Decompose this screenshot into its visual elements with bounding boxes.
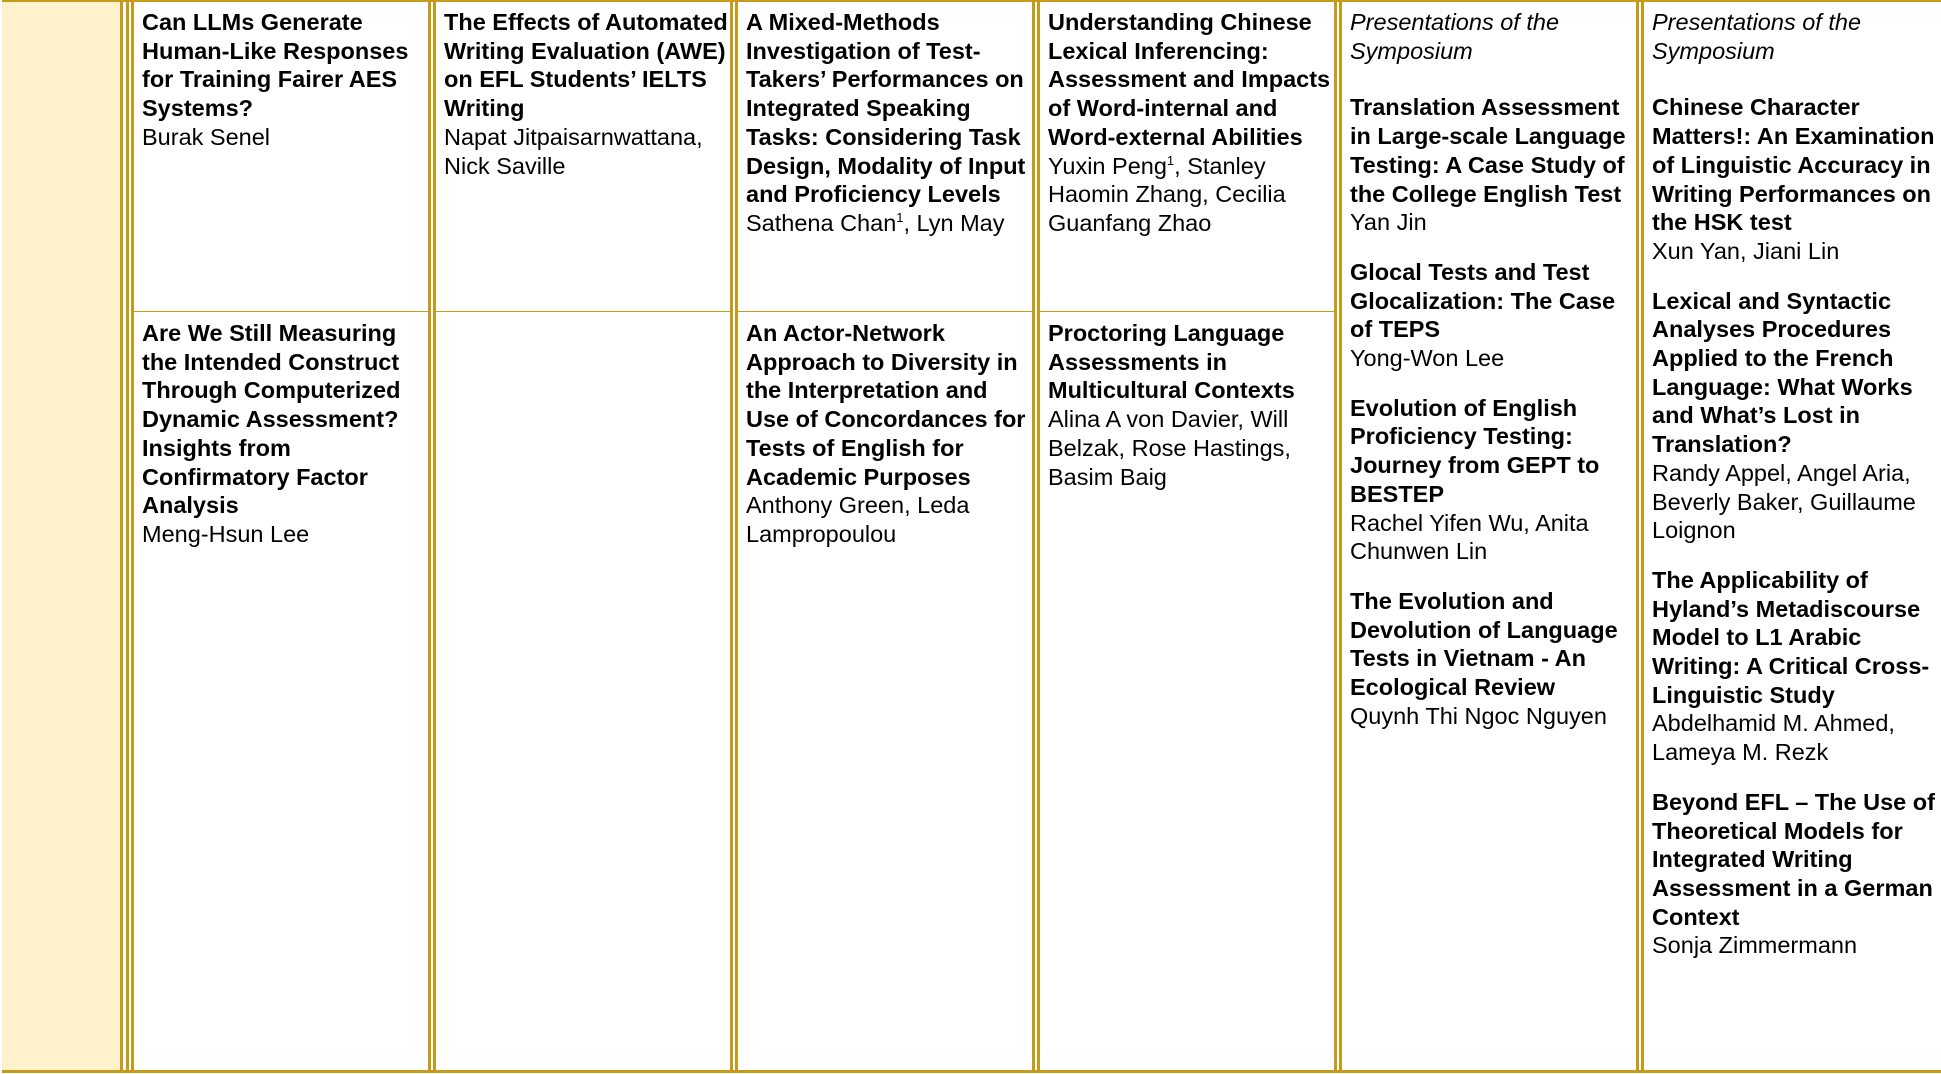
paper-authors: Sonja Zimmermann xyxy=(1652,932,1858,959)
paper-authors: Quynh Thi Ngoc Nguyen xyxy=(1350,702,1607,729)
author-name: Sathena Chan xyxy=(746,209,897,236)
session-column-3 xyxy=(730,2,1032,1070)
symposium-label: Presentations of the Symposium xyxy=(1350,9,1560,64)
paper-authors: Yan Jin xyxy=(1350,209,1427,236)
empty-session-cell xyxy=(436,313,730,1070)
paper-authors xyxy=(746,209,1032,238)
time-column xyxy=(2,2,123,1070)
symposium-cell xyxy=(1644,2,1941,1070)
paper-title: Chinese Character Matters!: An Examination of Linguistic Accuracy in Writing Performances on the HSK test xyxy=(1652,94,1935,236)
symposium-label: Presentations of the Symposium xyxy=(1652,9,1862,64)
paper-authors: Abdelhamid M. Ahmed, Lameya M. Rezk xyxy=(1652,710,1895,766)
author-footnote-mark: 1 xyxy=(1166,152,1175,168)
paper-authors: Randy Appel, Angel Aria, Beverly Baker, Guillaume Loignon xyxy=(1652,459,1916,544)
paper-title: Are We Still Measuring the Intended Construct Through Computerized Dynamic Assessment? Insights from Confirmatory Factor Analysis xyxy=(142,320,401,519)
symposium-column-2 xyxy=(1636,2,1941,1070)
paper-title: Lexical and Syntactic Analyses Procedures Applied to the French Language: What Works and What’s Lost in Translation? xyxy=(1652,287,1913,458)
session-cell xyxy=(134,313,428,1070)
paper-authors: Rachel Yifen Wu, Anita Chunwen Lin xyxy=(1350,509,1589,565)
paper-title: Understanding Chinese Lexical Inferencing: Assessment and Impacts of Word-internal and Word-external Abilities xyxy=(1048,9,1331,150)
symposium-cell xyxy=(1342,2,1636,1070)
paper-title: Translation Assessment in Large-scale Language Testing: A Case Study of the College English Test xyxy=(1350,94,1626,207)
paper-authors: Anthony Green, Leda Lampropoulou xyxy=(746,492,970,547)
session-column-2 xyxy=(428,2,730,1070)
paper-authors: Xun Yan, Jiani Lin xyxy=(1652,237,1840,264)
author-footnote-mark: 1 xyxy=(896,209,904,225)
paper-title: Can LLMs Generate Human-Like Responses for Training Fairer AES Systems? xyxy=(142,9,409,122)
paper-title: The Effects of Automated Writing Evaluation (AWE) on EFL Students’ IELTS Writing xyxy=(444,9,728,122)
paper-authors: Yong-Won Lee xyxy=(1350,345,1505,372)
session-cell xyxy=(134,2,428,312)
symposium-column-1 xyxy=(1334,2,1636,1070)
session-cell xyxy=(738,2,1032,312)
paper-authors: Napat Jitpaisarnwattana, Nick Saville xyxy=(444,123,703,179)
author-name-rest: , Lyn May xyxy=(903,209,1005,236)
paper-authors: Burak Senel xyxy=(142,123,271,150)
paper-title: Evolution of English Proficiency Testing: Journey from GEPT to BESTEP xyxy=(1350,394,1600,507)
session-cell xyxy=(1040,2,1334,312)
session-cell xyxy=(436,2,730,312)
paper-authors: Alina A von Davier, Will Belzak, Rose Hastings, Basim Baig xyxy=(1048,406,1291,490)
session-cell xyxy=(1040,313,1334,1070)
session-column-1 xyxy=(126,2,428,1070)
paper-title: The Evolution and Devolution of Language Tests in Vietnam - An Ecological Review xyxy=(1350,587,1618,701)
paper-title: The Applicability of Hyland’s Metadiscourse Model to L1 Arabic Writing: A Critical Cross-Linguistic Study xyxy=(1652,566,1930,708)
table-bottom-border xyxy=(2,1070,1941,1073)
author-name: Yuxin Peng xyxy=(1048,152,1167,179)
session-column-4 xyxy=(1032,2,1334,1070)
paper-title: Proctoring Language Assessments in Multicultural Contexts xyxy=(1048,320,1295,404)
session-cell xyxy=(738,313,1032,1070)
paper-authors: Meng-Hsun Lee xyxy=(142,520,310,547)
paper-title: A Mixed-Methods Investigation of Test-Takers’ Performances on Integrated Speaking Tasks: Considering Task Design, Modality of Input and Proficiency Levels xyxy=(746,9,1026,208)
author-name-rest: , Stanley Haomin Zhang, Cecilia Guanfang Zhao xyxy=(1048,152,1286,236)
paper-authors xyxy=(1048,152,1334,238)
paper-title: Beyond EFL – The Use of Theoretical Models for Integrated Writing Assessment in a German Context xyxy=(1652,788,1935,930)
paper-title: An Actor-Network Approach to Diversity in the Interpretation and Use of Concordances for Tests of English for Academic Purposes xyxy=(746,320,1026,490)
paper-title: Glocal Tests and Test Glocalization: The Case of TEPS xyxy=(1350,258,1616,343)
